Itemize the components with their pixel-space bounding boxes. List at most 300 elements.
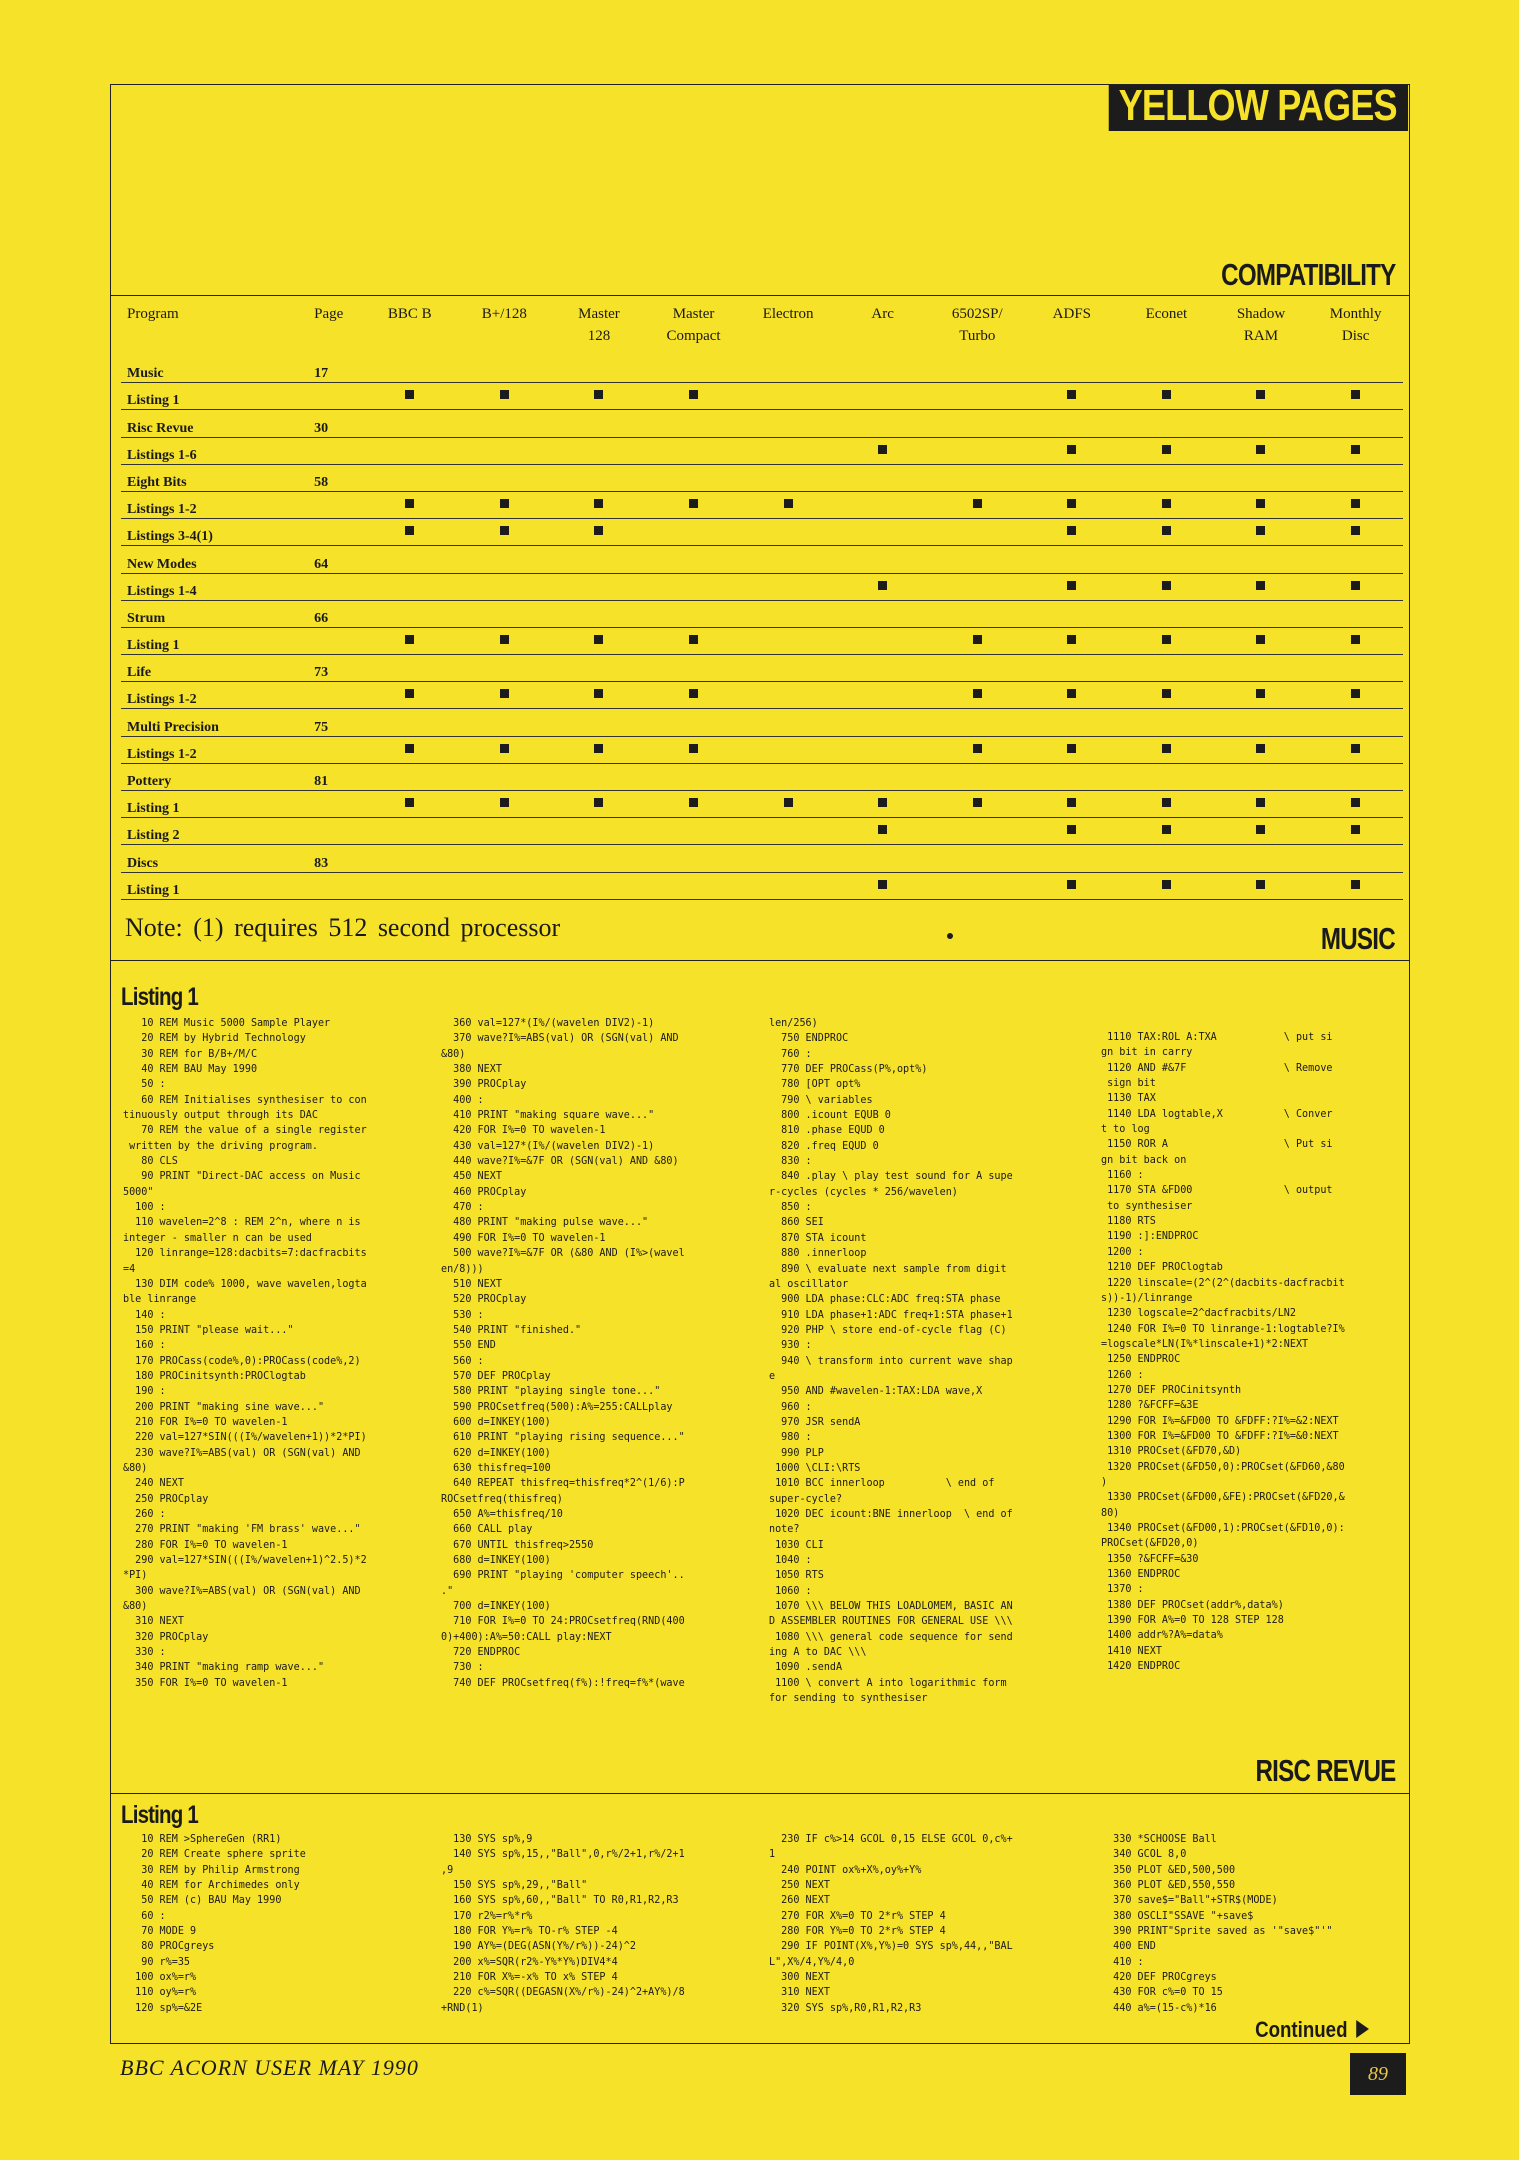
compatible-mark bbox=[646, 682, 741, 709]
empty-cell bbox=[457, 546, 552, 573]
empty-cell bbox=[741, 410, 836, 437]
compatible-mark bbox=[1214, 682, 1309, 709]
header-line-1: Electron bbox=[762, 306, 814, 322]
empty-cell bbox=[646, 546, 741, 573]
compatible-mark bbox=[1214, 736, 1309, 763]
compatible-mark bbox=[1308, 437, 1403, 464]
empty-cell bbox=[552, 410, 647, 437]
compatible-mark bbox=[363, 736, 458, 763]
empty-cell bbox=[646, 600, 741, 627]
empty-cell bbox=[363, 573, 458, 600]
compatible-mark bbox=[1214, 791, 1309, 818]
empty-cell bbox=[1308, 763, 1403, 790]
compat-row bbox=[121, 845, 1403, 872]
empty-cell bbox=[930, 872, 1025, 899]
empty-cell bbox=[1119, 464, 1214, 491]
empty-cell bbox=[552, 818, 647, 845]
compatible-mark bbox=[646, 791, 741, 818]
page-ref bbox=[302, 627, 362, 654]
compat-row bbox=[121, 410, 1403, 437]
compatible-mark bbox=[1025, 573, 1120, 600]
compat-row bbox=[121, 491, 1403, 518]
continued-link bbox=[1255, 2017, 1369, 2043]
empty-cell bbox=[1214, 709, 1309, 736]
empty-cell bbox=[363, 655, 458, 682]
arrow-right-icon bbox=[1356, 2020, 1369, 2038]
empty-cell bbox=[1025, 763, 1120, 790]
empty-cell bbox=[1025, 464, 1120, 491]
compatible-mark bbox=[457, 791, 552, 818]
compatible-mark bbox=[835, 791, 930, 818]
empty-cell bbox=[835, 627, 930, 654]
empty-cell bbox=[363, 437, 458, 464]
risc-listing-title: Listing 1 bbox=[121, 1801, 198, 1829]
empty-cell bbox=[835, 655, 930, 682]
compatible-mark bbox=[1119, 818, 1214, 845]
compatible-mark bbox=[1025, 519, 1120, 546]
program-name: Listing 1 bbox=[121, 791, 302, 818]
compatible-mark bbox=[930, 791, 1025, 818]
compatible-mark bbox=[457, 383, 552, 410]
empty-cell bbox=[1214, 845, 1309, 872]
empty-cell bbox=[930, 845, 1025, 872]
empty-cell bbox=[646, 818, 741, 845]
compatible-mark bbox=[1119, 383, 1214, 410]
empty-cell bbox=[1025, 600, 1120, 627]
empty-cell bbox=[741, 682, 836, 709]
compatible-mark bbox=[1119, 437, 1214, 464]
header-line-1: Shadow bbox=[1236, 306, 1286, 322]
empty-cell bbox=[1025, 546, 1120, 573]
page-number: 89 bbox=[1350, 2053, 1406, 2095]
compat-header-cell bbox=[741, 297, 836, 356]
empty-cell bbox=[741, 546, 836, 573]
program-name: Listings 1-2 bbox=[121, 491, 302, 518]
page-ref bbox=[302, 818, 362, 845]
compatible-mark bbox=[1025, 627, 1120, 654]
compat-row bbox=[121, 437, 1403, 464]
compatible-mark bbox=[1214, 491, 1309, 518]
program-name: Strum bbox=[121, 600, 302, 627]
risc-code-col-3: 230 IF c%>14 GCOL 0,15 ELSE GCOL 0,c%+ 1 240 POINT ox%+X%,oy%+Y% 250 NEXT 260 NEXT 270 FOR X%=0 TO 2*r% STEP 4 280 FOR Y%=0 TO 2*r% STEP 4 290 IF POINT(X%,Y%)=0 SYS sp%,44,,"BAL L",X%/4,Y%/4,0 300 NEXT 310 NEXT 320 SYS sp%,R0,R1,R2,R3 bbox=[769, 1832, 1013, 2014]
compatible-mark bbox=[646, 491, 741, 518]
empty-cell bbox=[835, 464, 930, 491]
compat-header-cell bbox=[835, 297, 930, 356]
compatible-mark bbox=[835, 437, 930, 464]
empty-cell bbox=[1214, 600, 1309, 627]
compat-row bbox=[121, 464, 1403, 491]
empty-cell bbox=[552, 845, 647, 872]
header-line-1: Arc bbox=[871, 306, 894, 322]
compat-header-cell bbox=[930, 297, 1025, 356]
compat-note: Note: (1) requires 512 second processor bbox=[125, 913, 561, 942]
program-name: Listing 1 bbox=[121, 872, 302, 899]
empty-cell bbox=[646, 464, 741, 491]
compatible-mark bbox=[1308, 519, 1403, 546]
empty-cell bbox=[1214, 356, 1309, 383]
compat-row bbox=[121, 546, 1403, 573]
empty-cell bbox=[552, 600, 647, 627]
compat-row bbox=[121, 791, 1403, 818]
page-ref: 83 bbox=[302, 845, 362, 872]
compatible-mark bbox=[741, 491, 836, 518]
empty-cell bbox=[741, 763, 836, 790]
compatible-mark bbox=[1025, 383, 1120, 410]
empty-cell bbox=[741, 627, 836, 654]
empty-cell bbox=[930, 655, 1025, 682]
empty-cell bbox=[1025, 709, 1120, 736]
empty-cell bbox=[835, 763, 930, 790]
compatible-mark bbox=[1214, 519, 1309, 546]
header-line-2: RAM bbox=[1243, 328, 1279, 344]
compat-row bbox=[121, 573, 1403, 600]
program-name: Multi Precision bbox=[121, 709, 302, 736]
empty-cell bbox=[1214, 410, 1309, 437]
empty-cell bbox=[552, 763, 647, 790]
page-ref bbox=[302, 437, 362, 464]
empty-cell bbox=[1119, 763, 1214, 790]
compatible-mark bbox=[1025, 491, 1120, 518]
page-ref: 17 bbox=[302, 356, 362, 383]
empty-cell bbox=[835, 546, 930, 573]
header-line-1: Monthly bbox=[1329, 306, 1382, 322]
compat-header-cell bbox=[1119, 297, 1214, 356]
empty-cell bbox=[930, 600, 1025, 627]
program-name: Eight Bits bbox=[121, 464, 302, 491]
empty-cell bbox=[835, 383, 930, 410]
footer-magazine-title: BBC ACORN USER MAY 1990 bbox=[120, 2055, 419, 2080]
compatible-mark bbox=[1119, 491, 1214, 518]
compat-row bbox=[121, 600, 1403, 627]
empty-cell bbox=[646, 519, 741, 546]
compatible-mark bbox=[1119, 872, 1214, 899]
page-ref bbox=[302, 491, 362, 518]
compatible-mark bbox=[457, 491, 552, 518]
empty-cell bbox=[835, 491, 930, 518]
empty-cell bbox=[741, 464, 836, 491]
compatible-mark bbox=[1025, 791, 1120, 818]
empty-cell bbox=[457, 464, 552, 491]
music-heading: MUSIC bbox=[1320, 921, 1395, 956]
empty-cell bbox=[1308, 709, 1403, 736]
empty-cell bbox=[363, 709, 458, 736]
empty-cell bbox=[1025, 356, 1120, 383]
empty-cell bbox=[552, 709, 647, 736]
compatible-mark bbox=[457, 627, 552, 654]
risc-code-col-2: 130 SYS sp%,9 140 SYS sp%,15,,"Ball",0,r%/2+1,r%/2+1 ,9 150 SYS sp%,29,,"Ball" 160 SYS sp%,60,,"Ball" TO R0,R1,R2,R3 170 r2%=r%*r% 180 FOR Y%=r% TO-r% STEP -4 190 AY%=(DEG(ASN(Y%/r%))-24)^2 200 x%=SQR(r2%-Y%*Y%)DIV4*4 210 FOR X%=-x% TO x% STEP 4 220 c%=SQR((DEGASN(X%/r%)-24)^2+AY%)/8 +RND(1) bbox=[441, 1832, 685, 2014]
compatible-mark bbox=[552, 383, 647, 410]
compatible-mark bbox=[930, 627, 1025, 654]
compat-header-cell bbox=[457, 297, 552, 356]
empty-cell bbox=[457, 600, 552, 627]
page-ref bbox=[302, 573, 362, 600]
empty-cell bbox=[835, 709, 930, 736]
compatible-mark bbox=[1308, 872, 1403, 899]
yellow-pages-banner: YELLOW PAGES bbox=[1109, 85, 1408, 131]
empty-cell bbox=[457, 437, 552, 464]
empty-cell bbox=[1025, 845, 1120, 872]
compatible-mark bbox=[1025, 818, 1120, 845]
empty-cell bbox=[363, 763, 458, 790]
compat-row bbox=[121, 736, 1403, 763]
music-code-col-2: 360 val=127*(I%/(wavelen DIV2)-1) 370 wave?I%=ABS(val) OR (SGN(val) AND &80) 380 NEXT 390 PROCplay 400 : 410 PRINT "making square wave..." 420 FOR I%=0 TO wavelen-1 430 val=127*(I%/(wavelen DIV2)-1) 440 wave?I%=&7F OR (SGN(val) AND &80) 450 NEXT 460 PROCplay 470 : 480 PRINT "making pulse wave..." 490 FOR I%=0 TO wavelen-1 500 wave?I%=&7F OR (&80 AND (I%>(wavel en/8))) 510 NEXT 520 PROCplay 530 : 540 PRINT "finished." 550 END 560 : 570 DEF PROCplay 580 PRINT "playing single tone..." 590 PROCsetfreq(500):A%=255:CALLplay 600 d=INKEY(100) 610 PRINT "playing rising sequence..." 620 d=INKEY(100) 630 thisfreq=100 640 REPEAT thisfreq=thisfreq*2^(1/6):P ROCsetfreq(thisfreq) 650 A%=thisfreq/10 660 CALL play 670 UNTIL thisfreq>2550 680 d=INKEY(100) 690 PRINT "playing 'computer speech'.. ." 700 d=INKEY(100) 710 FOR I%=0 TO 24:PROCsetfreq(RND(400 0)+400):A%=50:CALL play:NEXT 720 ENDPROC 730 : 740 DEF PROCsetfreq(f%):!freq=f%*(wave bbox=[441, 1016, 685, 1689]
empty-cell bbox=[1214, 464, 1309, 491]
empty-cell bbox=[363, 356, 458, 383]
header-line-1: Master bbox=[578, 306, 620, 322]
compatible-mark bbox=[835, 818, 930, 845]
header-line-2: Compact bbox=[666, 328, 721, 344]
empty-cell bbox=[1119, 709, 1214, 736]
page-ref bbox=[302, 519, 362, 546]
page-ref bbox=[302, 736, 362, 763]
compatible-mark bbox=[930, 491, 1025, 518]
page-ref: 66 bbox=[302, 600, 362, 627]
compat-header-cell bbox=[646, 297, 741, 356]
empty-cell bbox=[646, 437, 741, 464]
compatible-mark bbox=[1308, 736, 1403, 763]
header-line-1: 6502SP/ bbox=[951, 306, 1003, 322]
compatible-mark bbox=[741, 791, 836, 818]
compatible-mark bbox=[552, 491, 647, 518]
compatible-mark bbox=[1308, 573, 1403, 600]
empty-cell bbox=[1308, 845, 1403, 872]
music-code-col-4: 1110 TAX:ROL A:TXA \ put si gn bit in carry 1120 AND #&7F \ Remove sign bit 1130 TAX 1140 LDA logtable,X \ Conver t to log 1150 ROR A \ Put si gn bit back on 1160 : 1170 STA &FD00 \ output to synthesiser 1180 RTS 1190 :]:ENDPROC 1200 : 1210 DEF PROClogtab 1220 linscale=(2^(2^(dacbits-dacfracbit s))-1)/linrange 1230 logscale=2^dacfracbits/LN2 1240 FOR I%=0 TO linrange-1:logtable?I% =logscale*LN(I%*linscale+1)*2:NEXT 1250 ENDPROC 1260 : 1270 DEF PROCinitsynth 1280 ?&FCFF=&3E 1290 FOR I%=&FD00 TO &FDFF:?I%=&2:NEXT 1300 FOR I%=&FD00 TO &FDFF:?I%=&0:NEXT 1310 PROCset(&FD70,&D) 1320 PROCset(&FD50,0):PROCset(&FD60,&80 ) 1330 PROCset(&FD00,&FE):PROCset(&FD20,& 80) 1340 PROCset(&FD00,1):PROCset(&FD10,0): PROCset(&FD20,0) 1350 ?&FCFF=&30 1360 ENDPROC 1370 : 1380 DEF PROCset(addr%,data%) 1390 FOR A%=0 TO 128 STEP 128 1400 addr%?A%=data% 1410 NEXT 1420 ENDPROC bbox=[1101, 1030, 1345, 1673]
compat-header-cell bbox=[121, 297, 302, 356]
empty-cell bbox=[646, 573, 741, 600]
program-name: Listing 1 bbox=[121, 383, 302, 410]
empty-cell bbox=[457, 709, 552, 736]
header-line-2: Turbo bbox=[959, 328, 996, 344]
compat-header-cell bbox=[1214, 297, 1309, 356]
empty-cell bbox=[835, 519, 930, 546]
compat-header-cell bbox=[552, 297, 647, 356]
header-line-1: Program bbox=[127, 306, 179, 322]
empty-cell bbox=[646, 872, 741, 899]
empty-cell bbox=[741, 437, 836, 464]
empty-cell bbox=[363, 872, 458, 899]
program-name: Listings 3-4(1) bbox=[121, 519, 302, 546]
empty-cell bbox=[646, 356, 741, 383]
empty-cell bbox=[930, 709, 1025, 736]
compatible-mark bbox=[835, 573, 930, 600]
header-line-1: ADFS bbox=[1052, 306, 1092, 322]
compatible-mark bbox=[1308, 491, 1403, 518]
empty-cell bbox=[1025, 410, 1120, 437]
compatible-mark bbox=[1308, 791, 1403, 818]
page-ref bbox=[302, 682, 362, 709]
empty-cell bbox=[363, 464, 458, 491]
compatible-mark bbox=[552, 736, 647, 763]
compat-row bbox=[121, 519, 1403, 546]
empty-cell bbox=[835, 845, 930, 872]
compatible-mark bbox=[1308, 818, 1403, 845]
compatible-mark bbox=[1308, 627, 1403, 654]
program-name: Listings 1-2 bbox=[121, 682, 302, 709]
compat-row bbox=[121, 818, 1403, 845]
compatible-mark bbox=[1119, 791, 1214, 818]
program-name: New Modes bbox=[121, 546, 302, 573]
compatible-mark bbox=[1308, 682, 1403, 709]
empty-cell bbox=[552, 356, 647, 383]
empty-cell bbox=[835, 600, 930, 627]
music-code-col-3: len/256) 750 ENDPROC 760 : 770 DEF PROCass(P%,opt%) 780 [OPT opt% 790 \ variables 800 .icount EQUB 0 810 .phase EQUD 0 820 .freq EQUD 0 830 : 840 .play \ play test sound for A supe r-cycles (cycles * 256/wavelen) 850 : 860 SEI 870 STA icount 880 .innerloop 890 \ evaluate next sample from digit al oscillator 900 LDA phase:CLC:ADC freq:STA phase 910 LDA phase+1:ADC freq+1:STA phase+1 920 PHP \ store end-of-cycle flag (C) 930 : 940 \ transform into current wave shap e 950 AND #wavelen-1:TAX:LDA wave,X 960 : 970 JSR sendA 980 : 990 PLP 1000 \CLI:\RTS 1010 BCC innerloop \ end of super-cycle? 1020 DEC icount:BNE innerloop \ end of note? 1030 CLI 1040 : 1050 RTS 1060 : 1070 \\\ BELOW THIS LOADLOMEM, BASIC AN D ASSEMBLER ROUTINES FOR GENERAL USE \\\ 1080 \\\ general code sequence for send ing A to DAC \\\ 1090 .sendA 1100 \ convert A into logarithmic form for sending to synthesiser bbox=[769, 1016, 1013, 1705]
compat-row bbox=[121, 356, 1403, 383]
empty-cell bbox=[741, 845, 836, 872]
compatible-mark bbox=[1119, 627, 1214, 654]
page-ref: 58 bbox=[302, 464, 362, 491]
compatible-mark bbox=[552, 791, 647, 818]
empty-cell bbox=[1119, 410, 1214, 437]
empty-cell bbox=[457, 573, 552, 600]
compatible-mark bbox=[1308, 383, 1403, 410]
compat-header-cell bbox=[302, 297, 362, 356]
compatible-mark bbox=[1214, 437, 1309, 464]
bullet-dot bbox=[947, 933, 953, 939]
empty-cell bbox=[1119, 356, 1214, 383]
program-name: Risc Revue bbox=[121, 410, 302, 437]
program-name: Listings 1-4 bbox=[121, 573, 302, 600]
compatible-mark bbox=[1119, 573, 1214, 600]
compatible-mark bbox=[835, 872, 930, 899]
compat-row bbox=[121, 682, 1403, 709]
music-listing-title: Listing 1 bbox=[121, 983, 198, 1011]
compatible-mark bbox=[552, 519, 647, 546]
empty-cell bbox=[646, 763, 741, 790]
compatible-mark bbox=[646, 383, 741, 410]
compatible-mark bbox=[363, 627, 458, 654]
compatible-mark bbox=[552, 682, 647, 709]
empty-cell bbox=[741, 383, 836, 410]
empty-cell bbox=[552, 655, 647, 682]
compatible-mark bbox=[930, 736, 1025, 763]
empty-cell bbox=[363, 546, 458, 573]
compat-row bbox=[121, 709, 1403, 736]
compatible-mark bbox=[930, 682, 1025, 709]
empty-cell bbox=[457, 410, 552, 437]
empty-cell bbox=[552, 437, 647, 464]
compat-row bbox=[121, 872, 1403, 899]
compatible-mark bbox=[457, 736, 552, 763]
compatible-mark bbox=[363, 682, 458, 709]
empty-cell bbox=[552, 872, 647, 899]
compatible-mark bbox=[1025, 437, 1120, 464]
compatible-mark bbox=[1214, 383, 1309, 410]
compatible-mark bbox=[1214, 872, 1309, 899]
empty-cell bbox=[835, 410, 930, 437]
empty-cell bbox=[646, 655, 741, 682]
empty-cell bbox=[1308, 546, 1403, 573]
empty-cell bbox=[930, 356, 1025, 383]
compatible-mark bbox=[457, 519, 552, 546]
empty-cell bbox=[1308, 600, 1403, 627]
risc-rule bbox=[111, 1793, 1409, 1794]
empty-cell bbox=[363, 845, 458, 872]
empty-cell bbox=[552, 464, 647, 491]
header-line-1: Econet bbox=[1145, 306, 1188, 322]
empty-cell bbox=[646, 709, 741, 736]
compatible-mark bbox=[1025, 872, 1120, 899]
empty-cell bbox=[835, 736, 930, 763]
empty-cell bbox=[930, 546, 1025, 573]
empty-cell bbox=[1214, 763, 1309, 790]
compat-row bbox=[121, 627, 1403, 654]
empty-cell bbox=[1308, 410, 1403, 437]
header-line-1: Page bbox=[314, 306, 344, 322]
page-ref bbox=[302, 383, 362, 410]
compatible-mark bbox=[363, 519, 458, 546]
empty-cell bbox=[741, 573, 836, 600]
header-line-1: Master bbox=[672, 306, 715, 322]
empty-cell bbox=[457, 763, 552, 790]
empty-cell bbox=[930, 519, 1025, 546]
empty-cell bbox=[363, 818, 458, 845]
risc-code-col-1: 10 REM >SphereGen (RR1) 20 REM Create sphere sprite 30 REM by Philip Armstrong 40 REM for Archimedes only 50 REM (c) BAU May 1990 60 : 70 MODE 9 80 PROCgreys 90 r%=35 100 ox%=r% 110 oy%=r% 120 sp%=&2E bbox=[135, 1832, 306, 2014]
header-line-1: BBC B bbox=[387, 306, 432, 322]
empty-cell bbox=[1119, 600, 1214, 627]
empty-cell bbox=[457, 818, 552, 845]
page-ref: 81 bbox=[302, 763, 362, 790]
compatible-mark bbox=[646, 627, 741, 654]
empty-cell bbox=[1025, 655, 1120, 682]
empty-cell bbox=[552, 546, 647, 573]
header-line-2: 128 bbox=[587, 328, 611, 344]
compat-header-row bbox=[121, 297, 1403, 356]
compatible-mark bbox=[363, 791, 458, 818]
risc-code-col-4: 330 *SCHOOSE Ball 340 GCOL 8,0 350 PLOT &ED,500,500 360 PLOT &ED,550,550 370 save$="Ball"+STR$(MODE) 380 OSCLI"SSAVE "+save$ 390 PRINT"Sprite saved as '"save$"'" 400 END 410 : 420 DEF PROCgreys 430 FOR c%=0 TO 15 440 a%=(15-c%)*16 bbox=[1113, 1832, 1333, 2014]
header-line-2: Disc bbox=[1341, 328, 1370, 344]
empty-cell bbox=[457, 356, 552, 383]
empty-cell bbox=[1308, 464, 1403, 491]
compatibility-table bbox=[121, 297, 1403, 900]
page-ref: 64 bbox=[302, 546, 362, 573]
page-frame bbox=[110, 81, 1410, 2044]
compatible-mark bbox=[457, 682, 552, 709]
program-name: Listings 1-6 bbox=[121, 437, 302, 464]
empty-cell bbox=[457, 845, 552, 872]
compatible-mark bbox=[363, 491, 458, 518]
compatible-mark bbox=[1025, 736, 1120, 763]
empty-cell bbox=[363, 600, 458, 627]
music-code-col-1: 10 REM Music 5000 Sample Player 20 REM by Hybrid Technology 30 REM for B/B+/M/C 40 REM BAU May 1990 50 : 60 REM Initialises synthesiser to con tinuously output through its DAC 70 REM the value of a single register written by the driving program. 80 CLS 90 PRINT "Direct-DAC access on Music 5000" 100 : 110 wavelen=2^8 : REM 2^n, where n is integer - smaller n can be used 120 linrange=128:dacbits=7:dacfracbits =4 130 DIM code% 1000, wave wavelen,logta ble linrange 140 : 150 PRINT "please wait..." 160 : 170 PROCass(code%,0):PROCass(code%,2) 180 PROCinitsynth:PROClogtab 190 : 200 PRINT "making sine wave..." 210 FOR I%=0 TO wavelen-1 220 val=127*SIN(((I%/wavelen+1))*2*PI) 230 wave?I%=ABS(val) OR (SGN(val) AND &80) 240 NEXT 250 PROCplay 260 : 270 PRINT "making 'FM brass' wave..." 280 FOR I%=0 TO wavelen-1 290 val=127*SIN(((I%/wavelen+1)^2.5)*2 *PI) 300 wave?I%=ABS(val) OR (SGN(val) AND &80) 310 NEXT 320 PROCplay 330 : 340 PRINT "making ramp wave..." 350 FOR I%=0 TO wavelen-1 bbox=[123, 1016, 367, 1689]
compat-header-cell bbox=[1025, 297, 1120, 356]
empty-cell bbox=[741, 736, 836, 763]
empty-cell bbox=[741, 600, 836, 627]
page-ref: 30 bbox=[302, 410, 362, 437]
empty-cell bbox=[741, 356, 836, 383]
page-ref bbox=[302, 791, 362, 818]
compat-body bbox=[121, 356, 1403, 899]
empty-cell bbox=[835, 356, 930, 383]
compatible-mark bbox=[363, 383, 458, 410]
compatible-mark bbox=[646, 736, 741, 763]
empty-cell bbox=[1119, 546, 1214, 573]
program-name: Listings 1-2 bbox=[121, 736, 302, 763]
continued-label: Continued bbox=[1255, 2017, 1348, 2042]
compatible-mark bbox=[1119, 736, 1214, 763]
music-rule bbox=[111, 960, 1409, 961]
program-name: Discs bbox=[121, 845, 302, 872]
header-line-1: B+/128 bbox=[481, 306, 527, 322]
empty-cell bbox=[930, 464, 1025, 491]
empty-cell bbox=[646, 845, 741, 872]
compatible-mark bbox=[1119, 682, 1214, 709]
compat-row bbox=[121, 383, 1403, 410]
compat-header-cell bbox=[1308, 297, 1403, 356]
empty-cell bbox=[1119, 655, 1214, 682]
empty-cell bbox=[930, 437, 1025, 464]
empty-cell bbox=[1308, 655, 1403, 682]
compat-header-cell bbox=[363, 297, 458, 356]
